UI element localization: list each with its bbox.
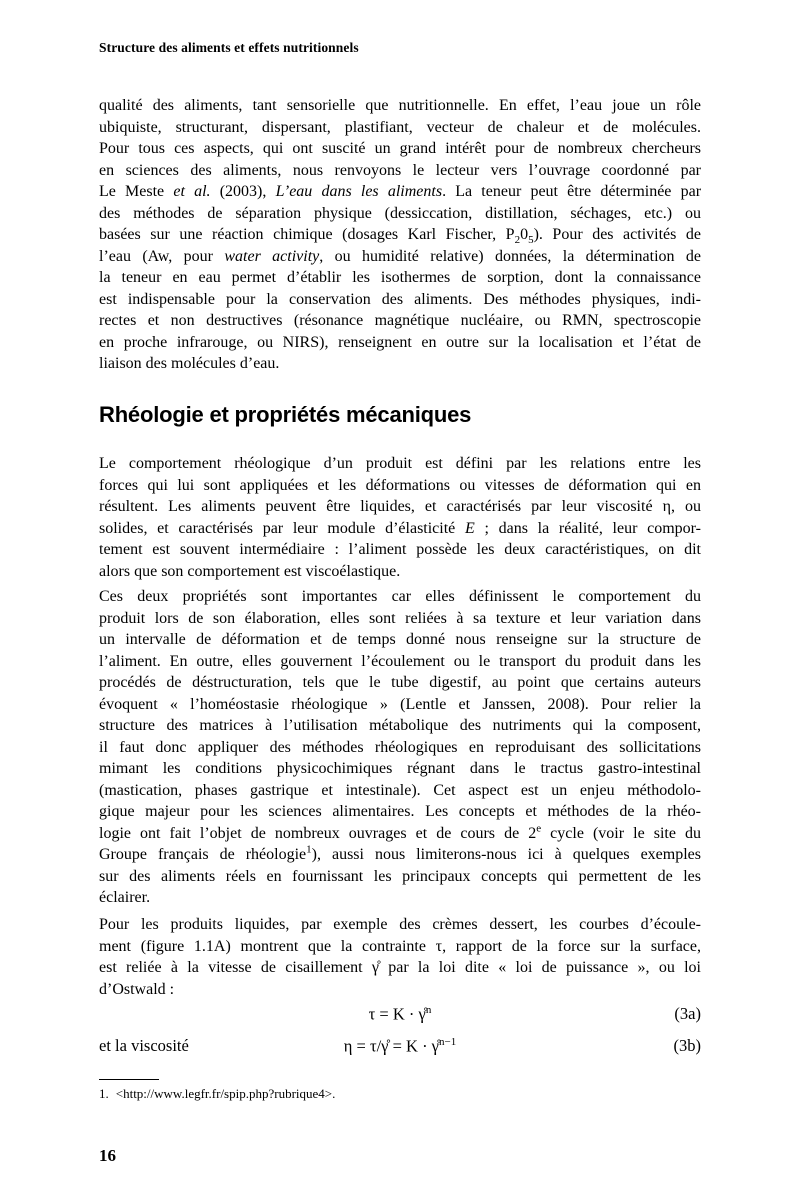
footnote-rule [99, 1079, 159, 1080]
equation-3b-lead-text: et la viscosité [99, 1036, 189, 1055]
equation-3a-label: (3a) [674, 1004, 701, 1023]
equation-3b-formula: η = τ/γ̊ = K · γ̊$^{n-1}$ [343, 1036, 457, 1056]
text-line: gique majeur pour les sciences alimentaires. Les concepts et méthodes de la rhéo- [99, 803, 701, 820]
text-line: mimant les conditions physicochimiques régnant dans le tractus gastro-intestinal [99, 760, 701, 777]
page-number: 16 [99, 1146, 116, 1165]
section-heading: Rhéologie et propriétés mécaniques [99, 402, 472, 427]
text-line: forces qui lui sont appliquées et les déformations ou vitesses de déformation qui en [99, 476, 701, 494]
text-line: logie ont fait l’objet de nombreux ouvrages et de cours de 2e cycle (voir le site du [99, 822, 701, 842]
text-line: Le comportement rhéologique d’un produit est défini par les relations entre les [99, 455, 701, 472]
text-line: il faut donc appliquer des méthodes rhéologiques en reproduisant des sollicitations [99, 738, 701, 756]
equation-3b [99, 1036, 701, 1060]
body-paragraph-2 [99, 453, 701, 582]
text-line: en proche infrarouge, ou NIRS), renseignent en outre sur la localisation et l’état de [99, 333, 701, 351]
text-line: Pour tous ces aspects, qui ont suscité un grand intérêt pour de nombreux chercheurs [99, 140, 701, 157]
body-paragraph-3 [99, 586, 701, 909]
text-line: Groupe français de rhéologie$^1$), aussi nous limiterons-nous ici à quelques exemples [99, 844, 701, 863]
text-line: Ces deux propriétés sont importantes car elles définissent le comportement du [99, 588, 701, 605]
text-line: rectes et non destructives (résonance magnétique nucléaire, ou RMN, spectroscopie [99, 312, 701, 329]
text-line: l’aliment. En outre, elles gouvernent l’écoulement ou le transport du produit dans les [99, 652, 701, 670]
text-line: Le Meste et al. (2003), L’eau dans les aliments. La teneur peut être déterminée par [99, 183, 701, 200]
text-line: en sciences des aliments, nous renvoyons le lecteur vers l’ouvrage coordonné par [99, 161, 701, 179]
text-line: évoquent « l’homéostasie rhéologique » (Lentle et Janssen, 2008). Pour relier la [99, 695, 701, 713]
text-line: qualité des aliments, tant sensorielle que nutritionnelle. En effet, l’eau joue un rôle [99, 97, 701, 114]
body-paragraph-1 [99, 95, 701, 375]
text-line: (mastication, phases gastrique et intestinale). Cet aspect est un enjeu méthodolo- [99, 781, 701, 799]
text-line: structure des matrices à l’utilisation métabolique des nutriments qui la composent, [99, 717, 701, 734]
text-line: produit lors de son élaboration, elles sont reliées à sa texture et leur variation dans [99, 609, 701, 627]
text-line: solides, et caractérisés par leur module d’élasticité E ; dans la réalité, leur compor- [99, 519, 701, 537]
footnote [99, 1086, 701, 1102]
text-line: liaison des molécules d’eau. [99, 355, 280, 372]
text-line: Pour les produits liquides, par exemple des crèmes dessert, les courbes d’écoule- [99, 916, 701, 933]
text-line: la teneur en eau permet d’établir les isothermes de sorption, dont la connaissance [99, 269, 701, 286]
text-line: ment (figure 1.1A) montrent que la contrainte τ, rapport de la force sur la surface, [99, 937, 701, 955]
text-line: éclairer. [99, 889, 151, 906]
text-line: un intervalle de déformation et de temps donné nous renseigne sur la structure de [99, 631, 701, 648]
text-line: basées sur une réaction chimique (dosages Karl Fischer, $P_20_5$). Pour des activités de [99, 226, 701, 246]
equation-3a-formula: τ = K · γ̊$^n$ [368, 1004, 432, 1024]
equation-3b-label: (3b) [673, 1036, 701, 1055]
footnote-marker: 1. [99, 1086, 109, 1101]
running-head: Structure des aliments et effets nutritionnels [99, 40, 359, 55]
text-line: est indispensable pour la conservation des aliments. Des méthodes physiques, indi- [99, 290, 701, 308]
text-line: sur des aliments réels en fournissant les principaux concepts qui permettent de les [99, 867, 701, 885]
text-line: des méthodes de séparation physique (dessiccation, distillation, séchages, etc.) ou [99, 204, 701, 222]
equation-3a [99, 1004, 701, 1028]
text-line: résultent. Les aliments peuvent être liquides, et caractérisés par leur viscosité η, ou [99, 498, 701, 515]
text-line: d’Ostwald : [99, 980, 175, 998]
text-line: procédés de déstructuration, tels que le tube digestif, au point que certains auteurs [99, 674, 701, 691]
text-line: tement est souvent intermédiaire : l’aliment possède les deux caractéristiques, on dit [99, 541, 701, 558]
body-paragraph-4 [99, 914, 701, 1000]
text-line: est reliée à la vitesse de cisaillement γ̊ par la loi dite « loi de puissance », ou loi [99, 959, 701, 976]
text-line: alors que son comportement est viscoélastique. [99, 562, 401, 580]
text-line: l’eau (Aw, pour water activity, ou humidité relative) données, la détermination de [99, 247, 701, 265]
text-line: ubiquiste, structurant, dispersant, plastifiant, vecteur de chaleur et de molécules. [99, 118, 701, 136]
footnote-text: <http://www.legfr.fr/spip.php?rubrique4>. [115, 1086, 336, 1101]
